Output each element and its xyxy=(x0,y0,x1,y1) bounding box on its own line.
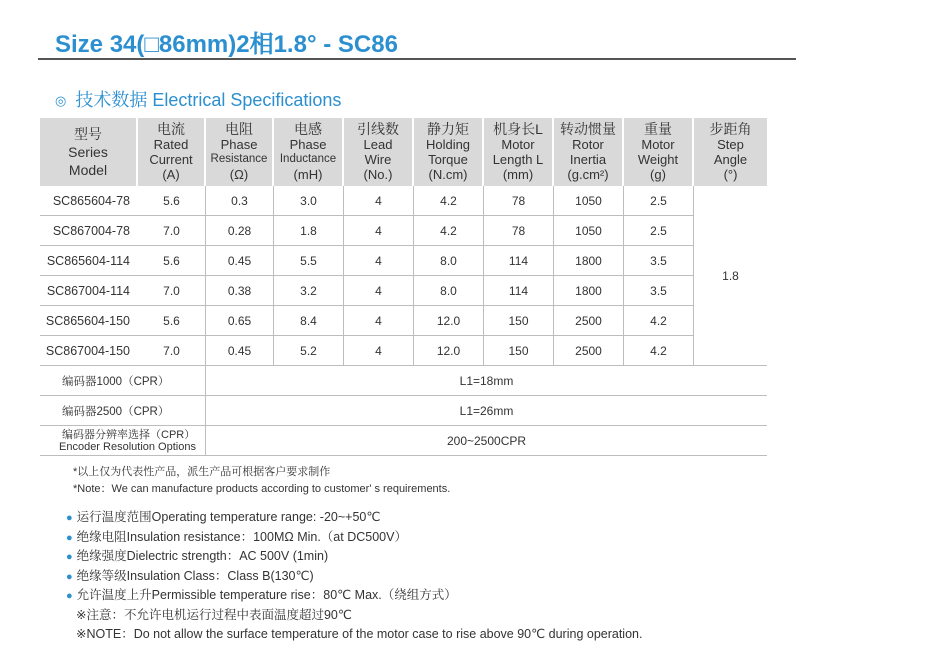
encoder-row xyxy=(40,366,767,396)
header-model: 型号 Series Model xyxy=(40,118,138,186)
list-item: ● 允许温度上升Permissible temperature rise：80℃ Max.（绕组方式） xyxy=(66,588,457,603)
cell-torque: 12.0 xyxy=(414,336,484,366)
cell-inductance: 5.2 xyxy=(274,336,344,366)
cell-model: SC865604-114 xyxy=(40,246,138,276)
encoder-row xyxy=(40,396,767,426)
bullseye-icon: ◎ xyxy=(55,93,67,108)
list-item: ● 绝缘电阻Insulation resistance：100MΩ Min.（at DC500V） xyxy=(66,529,407,544)
cell-inductance: 3.0 xyxy=(274,186,344,216)
footnotes xyxy=(73,464,450,498)
footnote-cn: *以上仅为代表性产品，派生产品可根据客户要求制作 xyxy=(73,466,331,478)
resolution-label-en: Encoder Resolution Options xyxy=(59,440,196,453)
cell-length: 150 xyxy=(484,306,554,336)
list-item: ● 绝缘等级Insulation Class：Class B(130℃) xyxy=(66,568,314,583)
cell-wire: 4 xyxy=(344,246,414,276)
cell-model: SC865604-150 xyxy=(40,306,138,336)
encoder-value: L1=18mm xyxy=(206,366,767,396)
section-heading-text: 技术数据 Electrical Specifications xyxy=(75,90,342,110)
cell-torque: 4.2 xyxy=(414,186,484,216)
cell-model: SC867004-150 xyxy=(40,336,138,366)
header-resistance: 电阻 Phase Resistance (Ω) xyxy=(206,118,274,186)
cell-model: SC867004-78 xyxy=(40,216,138,246)
list-item: ● 运行温度范围Operating temperature range: -20~+50℃ xyxy=(66,510,381,524)
warning-en: ※NOTE：Do not allow the surface temperature of the motor case to rise above 90℃ during operation. xyxy=(76,626,643,641)
cell-wire: 4 xyxy=(344,306,414,336)
header-step-angle: 步距角 Step Angle (°) xyxy=(694,118,767,186)
table-row xyxy=(40,246,767,276)
cell-inductance: 1.8 xyxy=(274,216,344,246)
bullet-icon: ● xyxy=(66,551,73,564)
cell-current: 5.6 xyxy=(138,246,206,276)
cell-inertia: 2500 xyxy=(554,306,624,336)
cell-inertia: 1050 xyxy=(554,216,624,246)
cell-inertia: 1800 xyxy=(554,246,624,276)
cell-torque: 8.0 xyxy=(414,276,484,306)
encoder-value: L1=26mm xyxy=(206,396,767,426)
cell-current: 5.6 xyxy=(138,306,206,336)
header-rotor-inertia: 转动惯量 Rotor Inertia (g.cm²) xyxy=(554,118,624,186)
cell-torque: 4.2 xyxy=(414,216,484,246)
cell-model: SC865604-78 xyxy=(40,186,138,216)
page-title: Size 34(□86mm)2相1.8° - SC86 xyxy=(55,31,398,58)
bullet-icon: ● xyxy=(66,570,73,583)
footnote-en: *Note：We can manufacture products according to customer' s requirements. xyxy=(73,483,451,495)
cell-weight: 4.2 xyxy=(624,336,694,366)
cell-model: SC867004-114 xyxy=(40,276,138,306)
header-motor-length: 机身长L Motor Length L (mm) xyxy=(484,118,554,186)
table-row xyxy=(40,306,767,336)
table-row xyxy=(40,216,767,246)
header-motor-weight: 重量 Motor Weight (g) xyxy=(624,118,694,186)
resolution-row xyxy=(40,426,767,456)
header-current: 电流 Rated Current (A) xyxy=(138,118,206,186)
cell-length: 114 xyxy=(484,276,554,306)
resolution-label xyxy=(40,426,206,456)
cell-length: 114 xyxy=(484,246,554,276)
cell-inertia: 2500 xyxy=(554,336,624,366)
cell-weight: 2.5 xyxy=(624,216,694,246)
cell-inductance: 8.4 xyxy=(274,306,344,336)
cell-torque: 12.0 xyxy=(414,306,484,336)
header-holding-torque: 静力矩 Holding Torque (N.cm) xyxy=(414,118,484,186)
cell-current: 5.6 xyxy=(138,186,206,216)
cell-length: 78 xyxy=(484,186,554,216)
cell-length: 150 xyxy=(484,336,554,366)
encoder-label: 编码器1000（CPR） xyxy=(40,366,206,396)
cell-current: 7.0 xyxy=(138,336,206,366)
cell-current: 7.0 xyxy=(138,216,206,246)
cell-inertia: 1800 xyxy=(554,276,624,306)
spec-table xyxy=(40,118,767,456)
spec-list xyxy=(66,508,642,643)
cell-resistance: 0.28 xyxy=(206,216,274,246)
table-row xyxy=(40,336,767,366)
encoder-label: 编码器2500（CPR） xyxy=(40,396,206,426)
cell-weight: 4.2 xyxy=(624,306,694,336)
cell-inertia: 1050 xyxy=(554,186,624,216)
list-item: ● 绝缘强度Dielectric strength：AC 500V (1min) xyxy=(66,549,329,564)
cell-step-angle: 1.8 xyxy=(694,186,767,366)
resolution-label-cn: 编码器分辨率选择（CPR） xyxy=(62,428,196,441)
bullet-icon: ● xyxy=(66,531,73,544)
warning-cn: ※注意：不允许电机运行过程中表面温度超过90℃ xyxy=(76,607,352,622)
cell-weight: 3.5 xyxy=(624,276,694,306)
bullet-icon: ● xyxy=(66,590,73,603)
cell-resistance: 0.45 xyxy=(206,336,274,366)
title-divider xyxy=(38,58,796,60)
cell-resistance: 0.45 xyxy=(206,246,274,276)
bullet-icon: ● xyxy=(66,512,73,524)
cell-torque: 8.0 xyxy=(414,246,484,276)
header-inductance: 电感 Phase Inductance (mH) xyxy=(274,118,344,186)
cell-resistance: 0.3 xyxy=(206,186,274,216)
cell-weight: 2.5 xyxy=(624,186,694,216)
cell-wire: 4 xyxy=(344,216,414,246)
cell-wire: 4 xyxy=(344,336,414,366)
section-heading xyxy=(55,86,341,112)
cell-length: 78 xyxy=(484,216,554,246)
header-lead-wire: 引线数 Lead Wire (No.) xyxy=(344,118,414,186)
resolution-value: 200~2500CPR xyxy=(206,426,767,456)
table-row xyxy=(40,276,767,306)
table-header-row xyxy=(40,118,767,186)
table-row xyxy=(40,186,767,216)
cell-resistance: 0.65 xyxy=(206,306,274,336)
cell-current: 7.0 xyxy=(138,276,206,306)
cell-inductance: 3.2 xyxy=(274,276,344,306)
cell-resistance: 0.38 xyxy=(206,276,274,306)
cell-wire: 4 xyxy=(344,186,414,216)
cell-wire: 4 xyxy=(344,276,414,306)
cell-weight: 3.5 xyxy=(624,246,694,276)
cell-inductance: 5.5 xyxy=(274,246,344,276)
